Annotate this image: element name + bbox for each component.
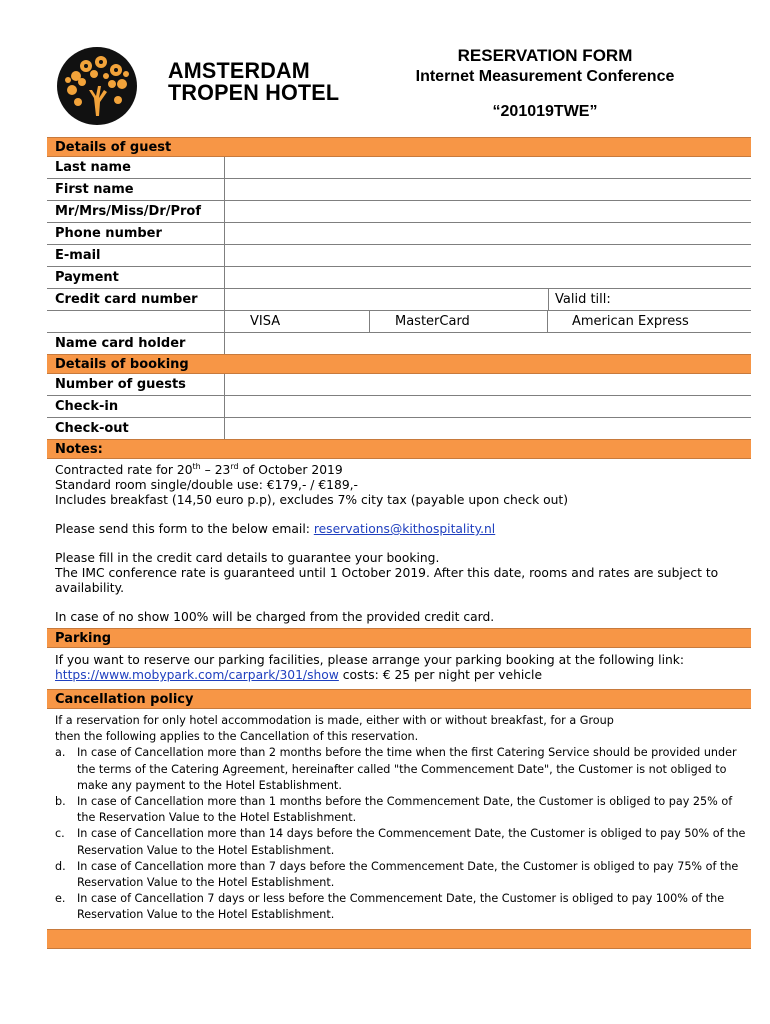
card-option-amex[interactable]: American Express	[572, 314, 689, 329]
list-item: a. In case of Cancellation more than 2 months before the time when the first Catering Service should be provided under the terms of the Catering Agreement, hereinafter called "the Commencement Date", the Customer is not obliged to make any payment to the Hotel Establishment.	[55, 746, 737, 792]
row-checkout	[47, 418, 751, 439]
section-header-booking: Details of booking	[47, 354, 751, 374]
card-holder-field[interactable]	[225, 333, 751, 354]
fill-card-note: Please fill in the credit card details to guarantee your booking.	[55, 551, 440, 566]
checkout-field[interactable]	[225, 418, 751, 439]
email-field[interactable]	[225, 245, 751, 266]
reservation-email-link[interactable]: reservations@kithospitality.nl	[313, 522, 496, 537]
payment-field[interactable]	[225, 267, 751, 288]
label-first-name: First name	[47, 179, 225, 200]
valid-till-field[interactable]: Valid till:	[555, 292, 611, 307]
notes-body	[47, 459, 765, 625]
row-last-name	[47, 157, 751, 179]
row-card-type	[47, 311, 751, 333]
last-name-field[interactable]	[225, 157, 751, 178]
label-guests: Number of guests	[47, 374, 225, 395]
cancellation-section	[47, 689, 751, 924]
row-payment	[47, 267, 751, 289]
label-title: Mr/Mrs/Miss/Dr/Prof	[47, 201, 225, 222]
label-payment: Payment	[47, 267, 225, 288]
footer-bar-container	[47, 929, 751, 949]
conference-name: Internet Measurement Conference	[415, 68, 675, 85]
section-header-notes: Notes:	[47, 439, 751, 459]
booking-code: “201019TWE”	[492, 103, 598, 120]
section-header-cancellation: Cancellation policy	[47, 689, 751, 709]
label-checkout: Check-out	[47, 418, 225, 439]
logo-line-1: AMSTERDAM	[168, 58, 310, 83]
cancellation-body	[47, 709, 751, 924]
section-header-guest: Details of guest	[47, 137, 751, 157]
list-item: c. In case of Cancellation more than 14 days before the Commencement Date, the Customer is obliged to pay 50% of the Reservation Value to the Hotel Establishment.	[55, 827, 746, 857]
list-item: b. In case of Cancellation more than 1 months before the Commencement Date, the Customer is obliged to pay 25% of the Reservation Value to the Hotel Establishment.	[55, 795, 733, 825]
cancellation-intro-2: then the following applies to the Cancellation of this reservation.	[55, 730, 419, 744]
parking-section	[47, 628, 751, 683]
hotel-logo-emblem	[56, 46, 138, 126]
label-phone: Phone number	[47, 223, 225, 244]
title-field[interactable]	[225, 201, 751, 222]
credit-card-number-field[interactable]	[225, 289, 549, 310]
room-rate: Standard room single/double use: €179,- / €189,-	[55, 478, 358, 493]
no-show-note: In case of no show 100% will be charged from the provided credit card.	[55, 610, 495, 625]
first-name-field[interactable]	[225, 179, 751, 200]
row-checkin	[47, 396, 751, 418]
label-last-name: Last name	[47, 157, 225, 178]
list-item: d. In case of Cancellation more than 7 days before the Commencement Date, the Customer is obliged to pay 75% of the Reservation Value to the Hotel Establishment.	[55, 859, 739, 890]
send-form-note: Please send this form to the below email: reservations@kithospitality.nl	[55, 522, 496, 537]
row-phone	[47, 223, 751, 245]
footer-bar	[47, 929, 751, 949]
hotel-logo-text	[168, 60, 343, 104]
phone-field[interactable]	[225, 223, 751, 244]
row-first-name	[47, 179, 751, 201]
form-title: RESERVATION FORM	[457, 46, 633, 65]
row-card-holder	[47, 333, 751, 354]
card-type-empty-label	[47, 311, 225, 332]
cancellation-intro-1: If a reservation for only hotel accommodation is made, either with or without breakfast, for a Group	[55, 714, 614, 727]
label-card-holder: Name card holder	[47, 333, 225, 354]
guests-field[interactable]	[225, 374, 751, 395]
breakfast-note: Includes breakfast (14,50 euro p.p), excludes 7% city tax (payable upon check out)	[55, 493, 569, 508]
label-checkin: Check-in	[47, 396, 225, 417]
row-title	[47, 201, 751, 223]
card-option-mastercard[interactable]: MasterCard	[370, 311, 548, 332]
section-header-parking: Parking	[47, 628, 751, 648]
label-email: E-mail	[47, 245, 225, 266]
label-credit-card: Credit card number	[47, 289, 225, 310]
row-email	[47, 245, 751, 267]
checkin-field[interactable]	[225, 396, 751, 417]
parking-link[interactable]: https://www.mobypark.com/carpark/301/show	[55, 668, 339, 682]
guarantee-note: The IMC conference rate is guaranteed until 1 October 2019. After this date, rooms and rates are subject to availability.	[55, 566, 719, 596]
card-option-visa[interactable]: VISA	[225, 311, 370, 332]
parking-text: If you want to reserve our parking facilities, please arrange your parking booking at the following link: https://www.mobypark.com/carpark/301/show costs: € 25 per night per vehicle	[55, 653, 685, 682]
guest-details-table	[47, 137, 751, 459]
logo-line-2: TROPEN HOTEL	[168, 80, 340, 105]
row-credit-card	[47, 289, 751, 311]
list-item: e. In case of Cancellation 7 days or less before the Commencement Date, the Customer is obliged to pay 100% of the Reservation Value to the Hotel Establishment.	[55, 892, 725, 922]
row-guests	[47, 374, 751, 396]
rate-line: Contracted rate for 20th – 23rd of October 2019	[55, 462, 343, 478]
cancellation-list	[55, 745, 751, 923]
